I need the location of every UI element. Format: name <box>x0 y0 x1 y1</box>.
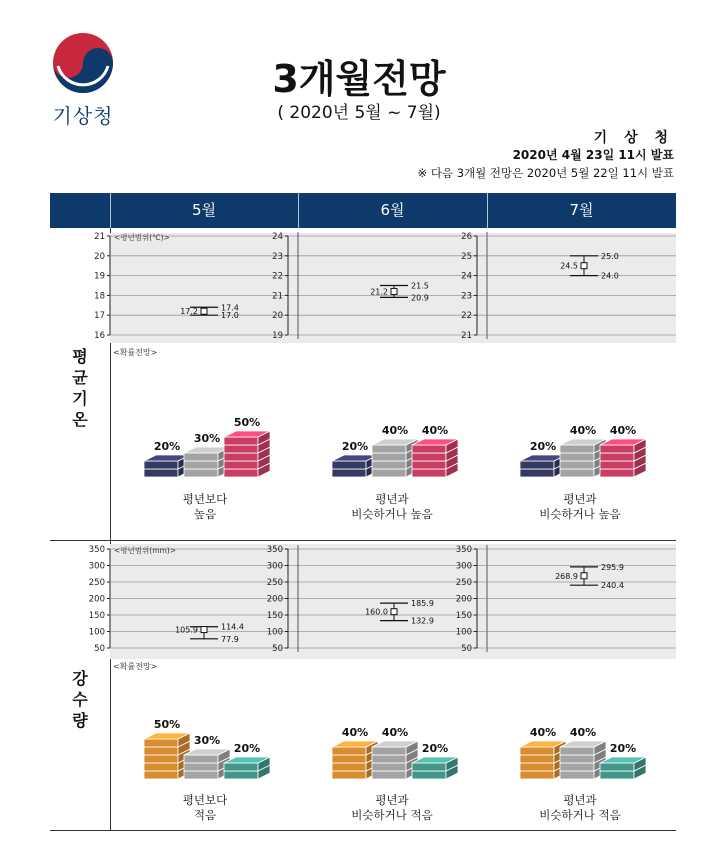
tick-label: 22 <box>272 271 283 282</box>
page-subtitle: ( 2020년 5월 ~ 7월) <box>277 103 441 123</box>
tick-label: 300 <box>88 561 105 572</box>
probability-label: 40% <box>341 726 369 739</box>
tick-label: 300 <box>266 561 283 572</box>
tick-label: 17 <box>94 311 105 322</box>
tick-label: 200 <box>455 594 472 605</box>
tick-label: 16 <box>94 331 105 341</box>
probability-stack <box>600 757 646 779</box>
low-label: 77.9 <box>221 634 239 644</box>
page-title: 3개월전망 <box>272 57 446 101</box>
tick-label: 22 <box>461 311 472 322</box>
probability-label: 30% <box>193 432 221 445</box>
high-label: 21.5 <box>411 281 429 291</box>
probability-stack <box>560 439 606 477</box>
tick-label: 50 <box>272 644 283 654</box>
probability-label: 40% <box>421 424 449 437</box>
probability-label: 40% <box>529 726 557 739</box>
probability-label: 50% <box>233 416 261 429</box>
label-char: 강 <box>72 669 88 688</box>
probability-label: 40% <box>569 726 597 739</box>
mean-label: 268.9 <box>555 571 578 581</box>
tick-label: 150 <box>455 611 472 621</box>
high-label: 114.4 <box>221 622 244 632</box>
precipitation-probability-chart <box>110 695 676 785</box>
caption-line: 높음 <box>193 507 217 521</box>
probability-stack <box>224 431 270 477</box>
tick-label: 20 <box>94 251 105 262</box>
probability-label: 20% <box>341 440 369 453</box>
probability-label: 20% <box>529 440 557 453</box>
label-char: 기 <box>72 389 88 408</box>
prob-caption: <확률전망> <box>113 348 158 357</box>
probability-stack <box>224 757 270 779</box>
tick-label: 350 <box>455 545 472 555</box>
tick-label: 150 <box>266 611 283 621</box>
caption-line: 평년보다 <box>182 793 228 807</box>
prec-caption-may <box>125 793 285 823</box>
tick-label: 21 <box>272 291 283 302</box>
high-label: 17.4 <box>221 303 239 313</box>
probability-label: 40% <box>381 726 409 739</box>
tick-label: 20 <box>272 311 283 322</box>
caption-line: 적음 <box>193 808 217 822</box>
mean-label: 17.2 <box>180 307 198 317</box>
prec-caption-jun <box>312 793 472 823</box>
probability-label: 30% <box>193 734 221 747</box>
tick-label: 26 <box>461 232 472 242</box>
tick-label: 23 <box>272 251 283 262</box>
tick-label: 250 <box>266 578 283 588</box>
prob-caption: <확률전망> <box>113 662 158 671</box>
agency-name: 기 상 청 <box>593 130 674 146</box>
tick-label: 300 <box>455 561 472 572</box>
probability-stack <box>560 741 606 779</box>
tick-label: 21 <box>94 232 105 242</box>
mean-marker <box>391 609 397 615</box>
label-char: 량 <box>72 711 88 730</box>
probability-stack <box>372 741 418 779</box>
month-header-jun: 6월 <box>380 201 405 219</box>
caption-line: 평년과 <box>563 492 597 506</box>
temperature-probability-chart <box>110 395 676 485</box>
header-divider <box>487 193 488 228</box>
caption-line: 비슷하거나 적음 <box>539 808 621 822</box>
caption-line: 비슷하거나 높음 <box>351 507 433 521</box>
mean-marker <box>581 573 587 579</box>
probability-stack <box>184 447 230 477</box>
low-label: 20.9 <box>411 293 429 303</box>
precipitation-range-chart <box>50 541 676 661</box>
caption-line: 평년과 <box>375 492 409 506</box>
tick-label: 200 <box>266 594 283 605</box>
tick-label: 350 <box>88 545 105 555</box>
publish-date: 2020년 4월 23일 11시 발표 <box>512 148 674 162</box>
tick-label: 50 <box>94 644 105 654</box>
probability-label: 40% <box>569 424 597 437</box>
label-char: 평 <box>72 347 88 366</box>
mean-label: 21.2 <box>370 287 388 297</box>
probability-stack <box>412 757 458 779</box>
header-divider <box>110 193 111 228</box>
tick-label: 23 <box>461 291 472 302</box>
tick-label: 24 <box>272 232 283 242</box>
probability-stack <box>372 439 418 477</box>
probability-label: 40% <box>609 424 637 437</box>
probability-label: 20% <box>233 742 261 755</box>
caption-line: 평년과 <box>375 793 409 807</box>
tick-label: 25 <box>461 251 472 262</box>
high-label: 25.0 <box>601 251 619 261</box>
next-forecast-note: ※ 다음 3개월 전망은 2020년 5월 22일 11시 발표 <box>417 166 674 180</box>
label-char: 균 <box>72 368 88 387</box>
probability-stack <box>332 741 378 779</box>
temperature-label <box>60 346 100 430</box>
probability-label: 20% <box>609 742 637 755</box>
probability-stack <box>600 439 646 477</box>
caption-line: 비슷하거나 높음 <box>539 507 621 521</box>
low-label: 17.0 <box>221 311 239 321</box>
high-label: 185.9 <box>411 599 434 609</box>
mean-marker <box>201 627 207 633</box>
tick-label: 21 <box>461 331 472 341</box>
caption-line: 평년과 <box>563 793 597 807</box>
mean-marker <box>201 308 207 314</box>
tick-label: 250 <box>455 578 472 588</box>
tick-label: 150 <box>88 611 105 621</box>
caption-line: 비슷하거나 적음 <box>351 808 433 822</box>
low-label: 132.9 <box>411 616 434 626</box>
temp-caption-jun <box>312 492 472 522</box>
caption-line: 평년보다 <box>182 492 228 506</box>
high-label: 295.9 <box>601 562 624 572</box>
tick-label: 100 <box>455 627 472 638</box>
temp-caption-may <box>125 492 285 522</box>
tick-label: 24 <box>461 271 472 282</box>
probability-label: 40% <box>381 424 409 437</box>
precipitation-label <box>60 668 100 731</box>
logo-text: 기상청 <box>52 104 114 128</box>
tick-label: 100 <box>88 627 105 638</box>
temperature-blocks <box>144 416 646 477</box>
probability-stack <box>332 455 378 477</box>
tick-label: 200 <box>88 594 105 605</box>
probability-stack <box>144 733 190 779</box>
probability-label: 20% <box>421 742 449 755</box>
mean-label: 160.0 <box>365 607 388 617</box>
low-label: 24.0 <box>601 271 619 281</box>
probability-stack <box>520 741 566 779</box>
probability-label: 20% <box>153 440 181 453</box>
probability-stack <box>520 455 566 477</box>
range-caption: <평년범위(mm)> <box>114 546 177 555</box>
tick-label: 18 <box>94 291 105 302</box>
probability-stack <box>144 455 190 477</box>
temperature-range-chart <box>50 228 676 348</box>
tick-label: 350 <box>266 545 283 555</box>
month-header-may: 5월 <box>191 201 217 219</box>
temp-caption-jul <box>500 492 660 522</box>
mean-label: 105.9 <box>175 625 198 635</box>
range-caption: <평년범위(℃)> <box>114 233 170 242</box>
tick-label: 19 <box>94 271 105 282</box>
probability-label: 50% <box>153 718 181 731</box>
chart-band <box>110 544 676 659</box>
prec-caption-jul <box>500 793 660 823</box>
mean-marker <box>391 288 397 294</box>
tick-label: 50 <box>461 644 472 654</box>
probability-stack <box>412 439 458 477</box>
tick-label: 250 <box>88 578 105 588</box>
tick-label: 19 <box>272 331 283 341</box>
month-header-jul: 7월 <box>569 201 594 219</box>
mean-marker <box>581 263 587 269</box>
tick-label: 100 <box>266 627 283 638</box>
label-char: 수 <box>72 690 88 709</box>
probability-stack <box>184 749 230 779</box>
precipitation-blocks <box>144 718 646 779</box>
header-divider <box>298 193 299 228</box>
label-char: 온 <box>72 410 88 429</box>
low-label: 240.4 <box>601 581 624 591</box>
mean-label: 24.5 <box>560 261 578 271</box>
table-bottom-rule <box>50 830 676 831</box>
